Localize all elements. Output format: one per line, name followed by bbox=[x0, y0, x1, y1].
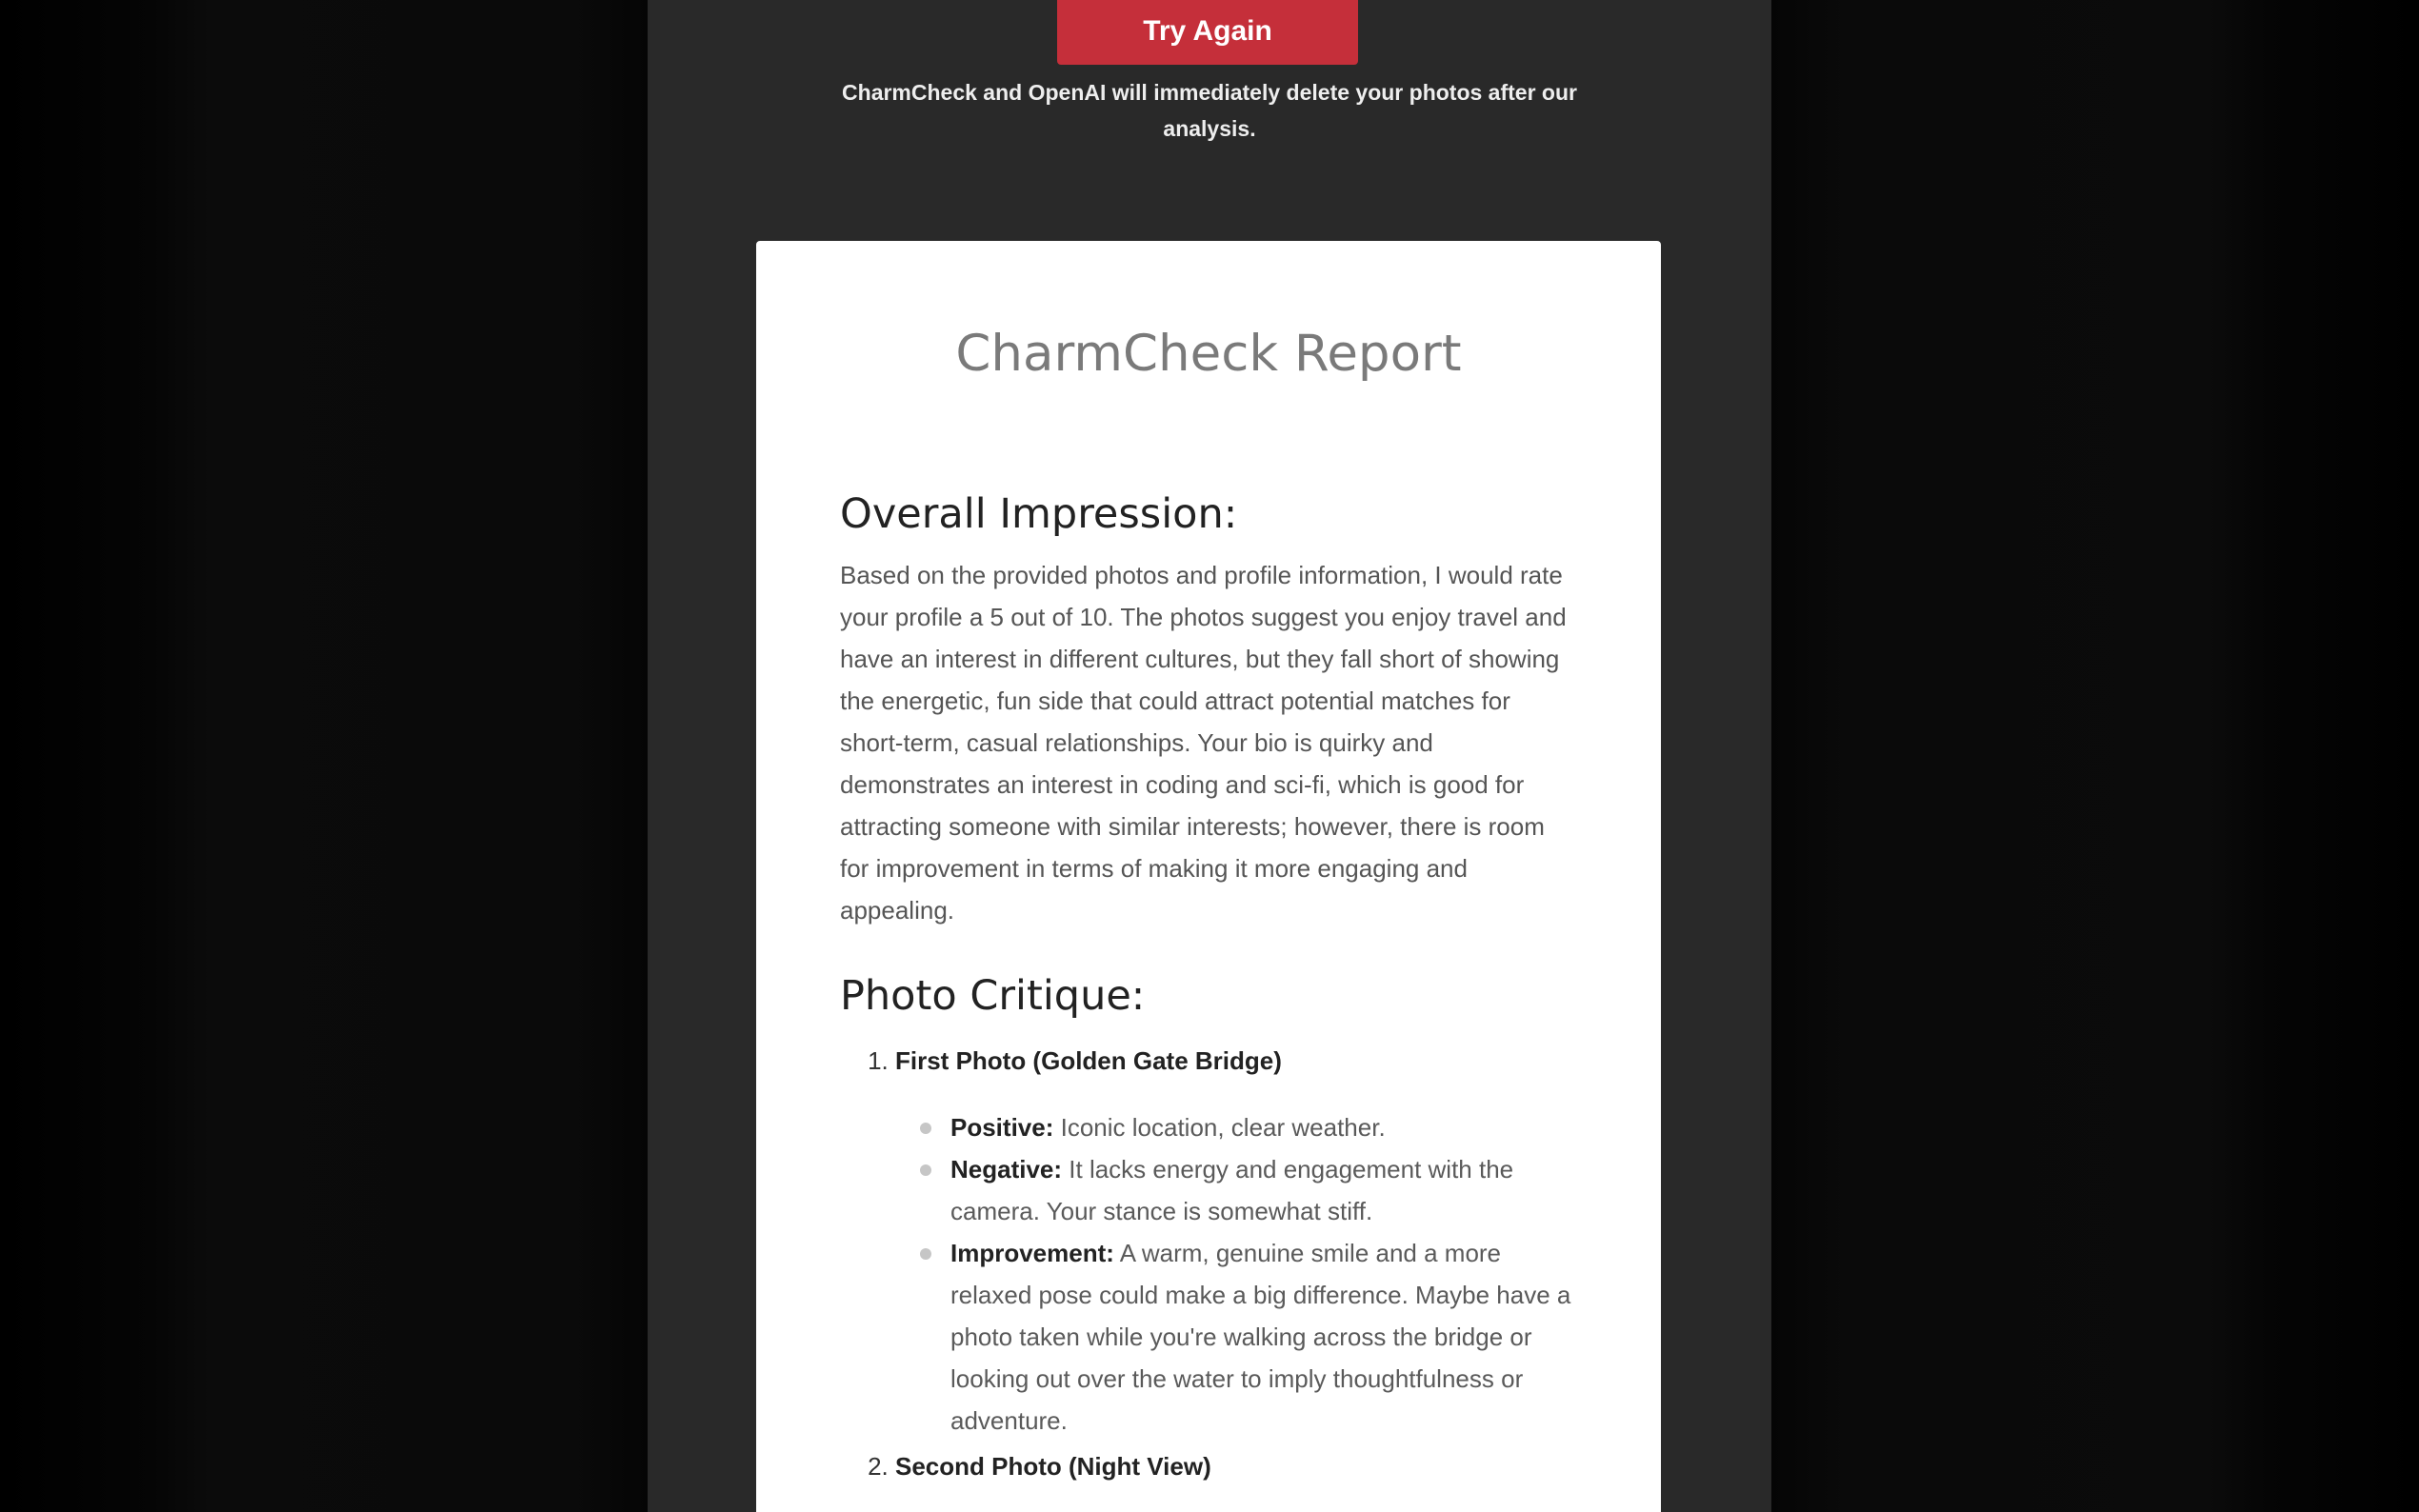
point-label: Improvement: bbox=[950, 1239, 1114, 1267]
photo-title: Second Photo (Night View) bbox=[895, 1452, 1211, 1481]
photo-title: First Photo (Golden Gate Bridge) bbox=[895, 1046, 1282, 1075]
photo-critique-list bbox=[840, 1040, 1577, 1487]
photo-critique-heading: Photo Critique: bbox=[840, 972, 1146, 1020]
point-label: Negative: bbox=[950, 1155, 1063, 1184]
critique-points bbox=[895, 1106, 1577, 1442]
bullet-icon bbox=[920, 1123, 931, 1134]
right-backdrop bbox=[1771, 0, 2419, 1512]
point-text: Iconic location, clear weather. bbox=[1053, 1113, 1386, 1142]
critique-point-improvement bbox=[950, 1232, 1577, 1442]
point-text: A warm, genuine smile and a more relaxed pose could make a big difference. Maybe have a photo taken while you're walking across the bridge or looking out over the water to imply thoughtfulness or adventure. bbox=[950, 1239, 1571, 1435]
critique-point-positive bbox=[950, 1106, 1577, 1148]
photo-critique-item bbox=[895, 1040, 1577, 1442]
critique-point-negative bbox=[950, 1148, 1577, 1232]
report-card bbox=[756, 241, 1661, 1512]
left-backdrop bbox=[0, 0, 648, 1512]
photo-critique-item bbox=[895, 1445, 1577, 1487]
overall-impression-text: Based on the provided photos and profile information, I would rate your profile a 5 out of 10. The photos suggest you enjoy travel and have an interest in different cultures, but they fall short of showing the energetic, fun side that could attract potential matches for short-term, casual relationships. Your bio is quirky and demonstrates an interest in coding and sci-fi, which is good for attracting someone with similar interests; however, there is room for improvement in terms of making it more engaging and appealing. bbox=[840, 561, 1567, 925]
privacy-note: CharmCheck and OpenAI will immediately delete your photos after our analysis. bbox=[842, 80, 1577, 141]
overall-impression-heading: Overall Impression: bbox=[840, 490, 1238, 538]
report-title: CharmCheck Report bbox=[955, 325, 1462, 383]
point-label: Positive: bbox=[950, 1113, 1054, 1142]
try-again-button[interactable]: Try Again bbox=[1057, 0, 1358, 65]
bullet-icon bbox=[920, 1164, 931, 1176]
bullet-icon bbox=[920, 1248, 931, 1260]
point-text: It lacks energy and engagement with the camera. Your stance is somewhat stiff. bbox=[950, 1155, 1514, 1225]
